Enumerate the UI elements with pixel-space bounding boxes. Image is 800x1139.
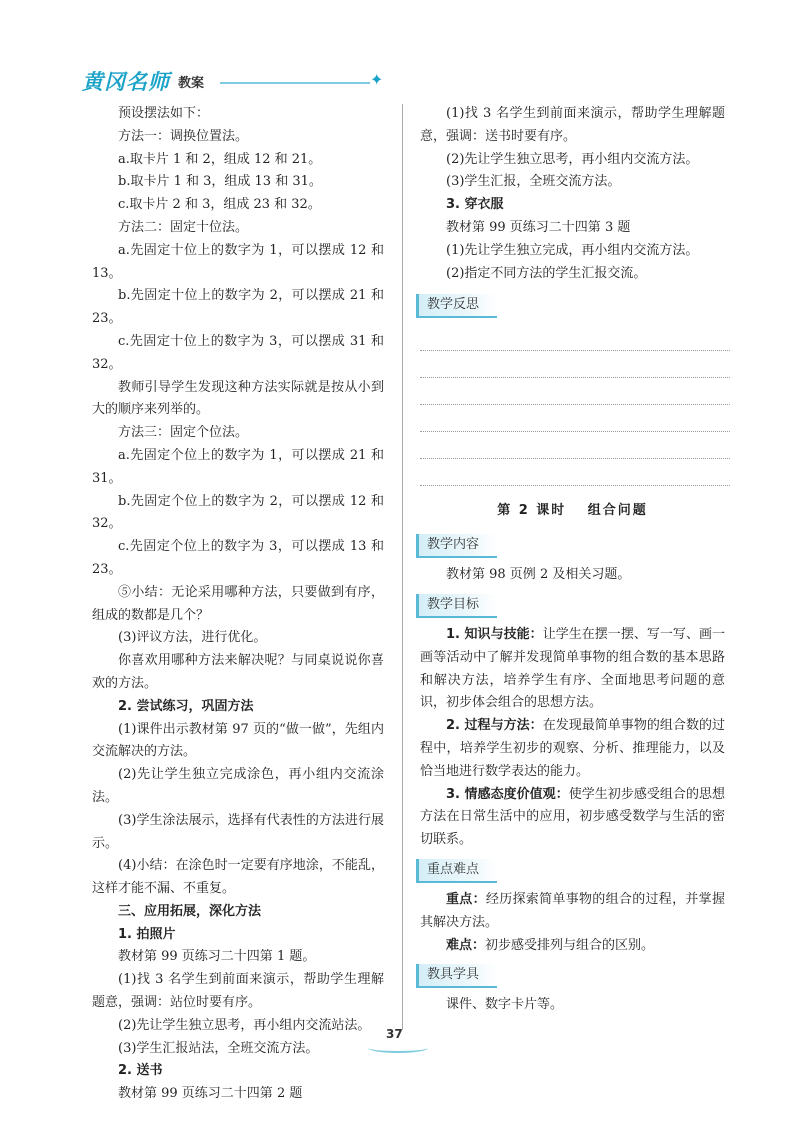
tools-text: 课件、数字卡片等。 — [446, 997, 564, 1013]
key-point — [420, 889, 725, 935]
paragraph: (3)学生汇报，全班交流方法。 — [446, 174, 621, 190]
paragraph: a.取卡片 1 和 2，组成 12 和 21。 — [118, 151, 322, 167]
reflection-tag: 教学反思 — [416, 294, 497, 318]
page-number-ornament — [368, 1043, 428, 1053]
section-heading: 三、应用拓展，深化方法 — [118, 903, 262, 919]
tools-section — [420, 961, 725, 994]
paragraph: b.取卡片 1 和 3，组成 13 和 31。 — [118, 174, 322, 190]
paragraph: c.先固定十位上的数字为 3，可以摆成 31 和 32。 — [92, 333, 384, 372]
paragraph: (4)小结：在涂色时一定要有序地涂，不能乱，这样才能不漏、不重复。 — [92, 858, 384, 897]
writing-line — [420, 351, 730, 378]
paragraph: (2)先让学生独立思考，再小组内交流站法。 — [118, 1017, 371, 1033]
writing-line — [420, 378, 730, 405]
paragraph: (3)评议方法，进行优化。 — [118, 630, 267, 646]
paragraph: a.先固定十位上的数字为 1，可以摆成 12 和 13。 — [92, 242, 384, 281]
content-text: 教材第 98 页例 2 及相关习题。 — [446, 567, 631, 583]
paragraph: a.先固定个位上的数字为 1，可以摆成 21 和 31。 — [92, 447, 384, 486]
reflection-section — [420, 291, 725, 324]
paragraph: (2)先让学生独立完成涂色，再小组内交流涂法。 — [92, 767, 384, 805]
paragraph: 教材第 99 页练习二十四第 1 题。 — [118, 949, 316, 965]
paragraph: (3)学生涂法展示，选择有代表性的方法进行展示。 — [92, 812, 384, 851]
goal-label: 1. 知识与技能： — [446, 626, 543, 642]
paragraph: (1)找 3 名学生到前面来演示，帮助学生理解题意，强调：送书时要有序。 — [420, 106, 725, 144]
section-heading: 3. 穿衣服 — [446, 197, 504, 213]
paragraph: b.先固定个位上的数字为 2，可以摆成 12 和 32。 — [92, 493, 384, 532]
key-points-section — [420, 856, 725, 889]
column-divider — [402, 104, 403, 1030]
goal-label: 2. 过程与方法： — [446, 718, 543, 734]
key-point-label: 难点： — [446, 937, 486, 953]
reflection-lines — [420, 324, 725, 486]
writing-line — [420, 459, 730, 486]
page-header — [82, 64, 384, 104]
paragraph: (1)找 3 名学生到前面来演示，帮助学生理解题意，强调：站位时要有序。 — [92, 972, 384, 1011]
section-heading: 2. 尝试练习，巩固方法 — [118, 698, 254, 714]
key-point — [420, 935, 725, 958]
content-tag: 教学内容 — [416, 534, 497, 558]
goal-item — [420, 624, 725, 715]
paragraph: (1)先让学生独立完成，再小组内交流方法。 — [446, 242, 699, 258]
tools-tag: 教具学具 — [416, 964, 497, 988]
paragraph: 教材第 99 页练习二十四第 2 题 — [118, 1086, 303, 1102]
right-column — [420, 103, 725, 1017]
content-section — [420, 531, 725, 564]
writing-line — [420, 324, 730, 351]
paragraph: 方法三：固定个位法。 — [118, 425, 249, 441]
lesson-title: 第 2 课时 组合问题 — [497, 503, 648, 519]
goals-section — [420, 591, 725, 624]
left-column — [92, 103, 384, 1106]
key-point-text: 经历探索简单事物的组合的过程，并掌握其解决方法。 — [420, 891, 725, 930]
paragraph: 方法二：固定十位法。 — [118, 219, 249, 235]
paragraph: 教材第 99 页练习二十四第 3 题 — [446, 219, 631, 235]
paragraph: 你喜欢用哪种方法来解决呢？与同桌说说你喜欢的方法。 — [92, 653, 384, 691]
writing-line — [420, 432, 730, 459]
goal-text: 让学生在摆一摆、写一写、画一画等活动中了解并发现简单事物的组合数的基本思路和解决方法，培养学生有序、全面地思考问题的意识，初步体会组合的思想方法。 — [420, 626, 725, 711]
section-heading: 2. 送书 — [118, 1063, 163, 1079]
paragraph: (2)指定不同方法的学生汇报交流。 — [446, 265, 647, 281]
paragraph: (3)学生汇报站法，全班交流方法。 — [118, 1040, 319, 1056]
key-point-text: 初步感受排列与组合的区别。 — [485, 937, 655, 953]
paragraph: c.先固定个位上的数字为 3，可以摆成 13 和 23。 — [92, 539, 384, 577]
goal-item — [420, 715, 725, 783]
paragraph: 教师引导学生发现这种方法实际就是按从小到大的顺序来列举的。 — [92, 379, 384, 418]
paragraph: (2)先让学生独立思考，再小组内交流方法。 — [446, 151, 699, 167]
key-point-label: 重点： — [446, 891, 486, 907]
goal-label: 3. 情感态度价值观： — [446, 786, 569, 802]
paragraph: c.取卡片 2 和 3，组成 23 和 32。 — [118, 197, 321, 213]
writing-line — [420, 405, 730, 432]
header-rule — [220, 82, 370, 84]
page-number: 37 — [386, 1027, 403, 1041]
goal-text: 使学生初步感受组合的思想方法在日常生活中的应用，初步感受数学与生活的密切联系。 — [420, 786, 725, 848]
sparkle-icon: ✦ — [370, 70, 384, 89]
key-points-tag: 重点难点 — [416, 859, 497, 883]
brand-logo: 黄冈名师 — [82, 70, 170, 94]
paragraph: (1)课件出示教材第 97 页的“做一做”，先组内交流解决的方法。 — [92, 721, 384, 760]
goal-item — [420, 784, 725, 852]
section-heading: 1. 拍照片 — [118, 926, 176, 942]
brand-subtitle: 教案 — [178, 76, 205, 91]
goals-tag: 教学目标 — [416, 594, 497, 618]
paragraph: b.先固定十位上的数字为 2，可以摆成 21 和 23。 — [92, 288, 384, 327]
paragraph: ⑤小结：无论采用哪种方法，只要做到有序，组成的数都是几个？ — [92, 584, 384, 623]
goal-text: 在发现最简单事物的组合数的过程中，培养学生初步的观察、分析、推理能力，以及恰当地进行数学表达的能力。 — [420, 718, 725, 779]
paragraph: 方法一：调换位置法。 — [118, 128, 249, 144]
paragraph: 预设摆法如下： — [118, 106, 210, 121]
